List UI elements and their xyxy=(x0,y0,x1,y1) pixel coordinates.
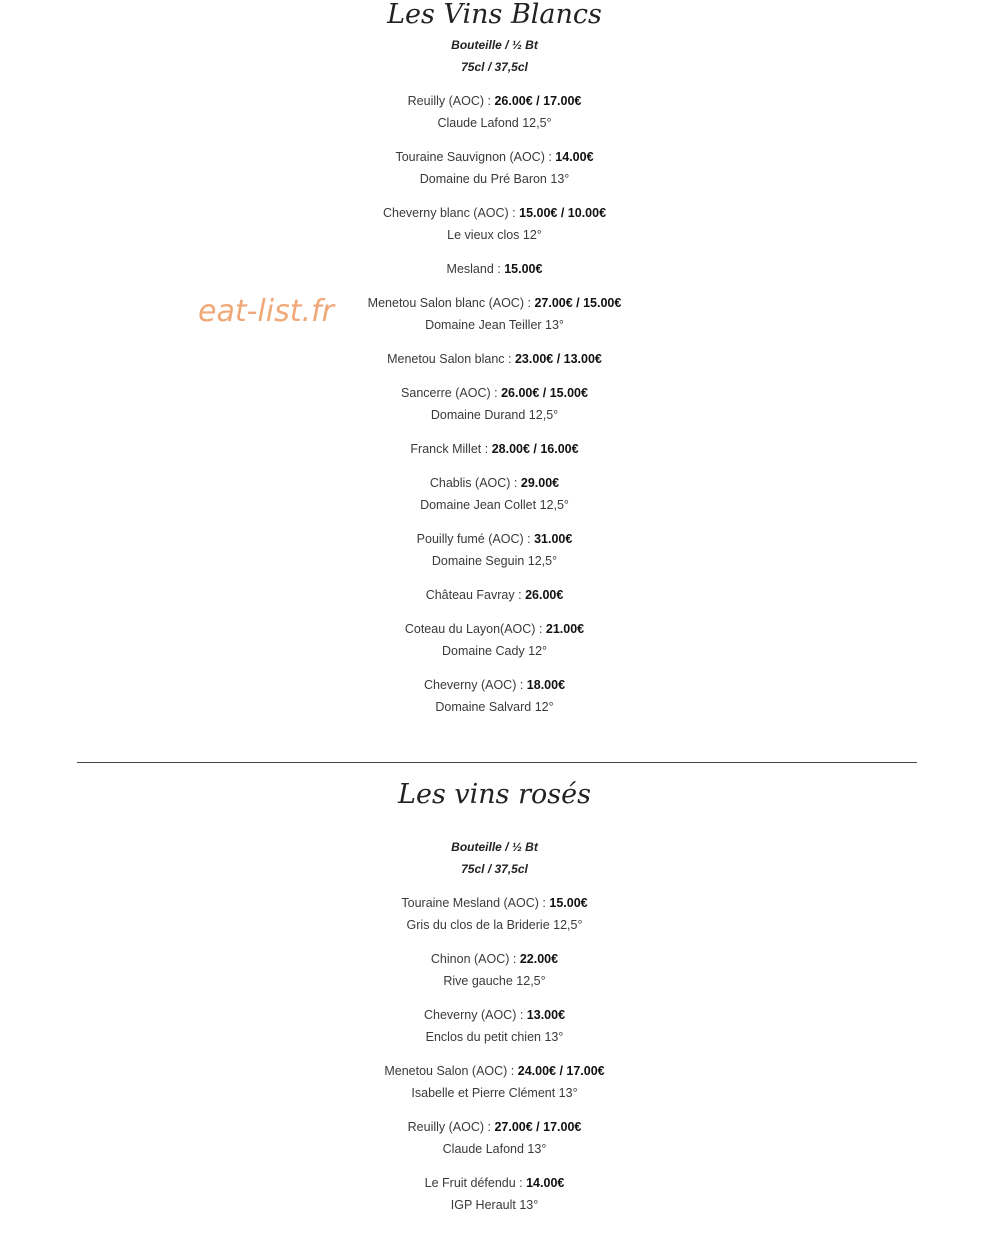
wine-item xyxy=(0,438,989,460)
wine-item xyxy=(0,618,989,662)
wine-producer: Isabelle et Pierre Clément 13° xyxy=(411,1086,578,1100)
wine-name: Chinon (AOC) : xyxy=(430,952,517,966)
wine-item xyxy=(0,202,989,246)
volume-label: 75cl / 37,5cl xyxy=(461,60,528,74)
wine-name: Cheverny (AOC) : xyxy=(423,678,524,692)
wine-item xyxy=(0,146,989,190)
wine-name-price-line xyxy=(0,1060,989,1082)
wine-name-price-line xyxy=(0,1116,989,1138)
wine-name-price-line xyxy=(0,90,989,112)
wine-item xyxy=(0,674,989,718)
wine-price: 22.00€ xyxy=(519,952,559,966)
wine-item xyxy=(0,258,989,280)
wine-item xyxy=(0,892,989,936)
watermark-text: eat-list.fr xyxy=(198,294,334,329)
wine-price: 31.00€ xyxy=(534,532,573,546)
wine-producer: Claude Lafond 12,5° xyxy=(437,116,552,130)
wine-name: Château Favray : xyxy=(425,588,522,602)
wine-producer: Domaine du Pré Baron 13° xyxy=(419,172,570,186)
wine-name-price-line xyxy=(0,146,989,168)
wine-name-price-line xyxy=(0,1004,989,1026)
format-label: Bouteille / ½ Bt xyxy=(451,840,538,854)
wine-name-price-line xyxy=(0,258,989,280)
wine-name: Menetou Salon blanc : xyxy=(387,352,512,366)
wine-producer: Claude Lafond 13° xyxy=(442,1142,547,1156)
volume-label: 75cl / 37,5cl xyxy=(461,862,528,876)
wine-producer: IGP Herault 13° xyxy=(450,1198,539,1212)
wine-price: 28.00€ / 16.00€ xyxy=(491,442,579,456)
section-title: Les Vins Blancs xyxy=(387,0,602,30)
wine-item xyxy=(0,1116,989,1160)
wine-item xyxy=(0,472,989,516)
wine-name-price-line xyxy=(0,948,989,970)
wine-producer: Domaine Jean Collet 12,5° xyxy=(420,498,569,512)
wine-producer: Rive gauche 12,5° xyxy=(443,974,546,988)
wine-price: 15.00€ xyxy=(504,262,543,276)
wine-name-price-line xyxy=(0,618,989,640)
wine-name: Menetou Salon blanc (AOC) : xyxy=(367,296,531,310)
wine-name: Reuilly (AOC) : xyxy=(407,1120,491,1134)
wine-producer: Enclos du petit chien 13° xyxy=(425,1030,564,1044)
wine-name-price-line xyxy=(0,472,989,494)
wine-price: 26.00€ / 15.00€ xyxy=(501,386,588,400)
wine-name: Chablis (AOC) : xyxy=(429,476,518,490)
wine-item xyxy=(0,292,989,336)
wine-name: Coteau du Layon(AOC) : xyxy=(404,622,543,636)
wine-price: 23.00€ / 13.00€ xyxy=(514,352,602,366)
wine-price: 14.00€ xyxy=(555,150,594,164)
wine-price: 15.00€ / 10.00€ xyxy=(519,206,607,220)
wine-item xyxy=(0,382,989,426)
wine-producer: Domaine Durand 12,5° xyxy=(430,408,559,422)
wine-item xyxy=(0,1172,989,1216)
wine-name: Mesland : xyxy=(446,262,501,276)
wine-name-price-line xyxy=(0,382,989,404)
wine-price: 14.00€ xyxy=(526,1176,565,1190)
wine-name-price-line xyxy=(0,202,989,224)
wine-price: 27.00€ / 15.00€ xyxy=(534,296,622,310)
wine-price: 24.00€ / 17.00€ xyxy=(517,1064,605,1078)
wine-item xyxy=(0,1060,989,1104)
wine-producer: Gris du clos de la Briderie 12,5° xyxy=(406,918,583,932)
wine-name: Le Fruit défendu : xyxy=(424,1176,523,1190)
section-divider xyxy=(77,762,917,763)
wine-name: Reuilly (AOC) : xyxy=(407,94,491,108)
wine-list xyxy=(0,90,989,718)
wine-item xyxy=(0,348,989,370)
wine-price: 13.00€ xyxy=(526,1008,566,1022)
wine-item xyxy=(0,90,989,134)
wine-price: 27.00€ / 17.00€ xyxy=(494,1120,582,1134)
wine-name: Franck Millet : xyxy=(410,442,489,456)
wine-price: 29.00€ xyxy=(520,476,560,490)
wine-item xyxy=(0,584,989,606)
wine-item xyxy=(0,1004,989,1048)
format-label: Bouteille / ½ Bt xyxy=(451,38,538,52)
wine-name: Menetou Salon (AOC) : xyxy=(384,1064,515,1078)
wine-price: 15.00€ xyxy=(549,896,588,910)
wine-name: Pouilly fumé (AOC) : xyxy=(416,532,531,546)
wine-price: 21.00€ xyxy=(545,622,585,636)
wine-price: 26.00€ / 17.00€ xyxy=(494,94,582,108)
wine-producer: Domaine Cady 12° xyxy=(441,644,548,658)
wine-item xyxy=(0,528,989,572)
wine-producer: Domaine Salvard 12° xyxy=(435,700,554,714)
rose-wines-section xyxy=(0,780,989,1216)
wine-name-price-line xyxy=(0,528,989,550)
wine-name-price-line xyxy=(0,892,989,914)
wine-name: Touraine Sauvignon (AOC) : xyxy=(395,150,552,164)
wine-price: 18.00€ xyxy=(526,678,566,692)
wine-item xyxy=(0,948,989,992)
wine-name: Sancerre (AOC) : xyxy=(401,386,498,400)
wine-price: 26.00€ xyxy=(525,588,564,602)
wine-name-price-line xyxy=(0,1172,989,1194)
wine-producer: Domaine Jean Teiller 13° xyxy=(425,318,564,332)
section-title: Les vins rosés xyxy=(398,779,591,810)
wine-producer: Domaine Seguin 12,5° xyxy=(431,554,558,568)
wine-name: Touraine Mesland (AOC) : xyxy=(401,896,546,910)
wine-name: Cheverny (AOC) : xyxy=(423,1008,524,1022)
wine-name-price-line xyxy=(0,584,989,606)
wine-name-price-line xyxy=(0,348,989,370)
wine-name: Cheverny blanc (AOC) : xyxy=(382,206,516,220)
wine-name-price-line xyxy=(0,292,989,314)
wine-list xyxy=(0,892,989,1216)
wine-name-price-line xyxy=(0,438,989,460)
wine-producer: Le vieux clos 12° xyxy=(447,228,542,242)
wine-name-price-line xyxy=(0,674,989,696)
